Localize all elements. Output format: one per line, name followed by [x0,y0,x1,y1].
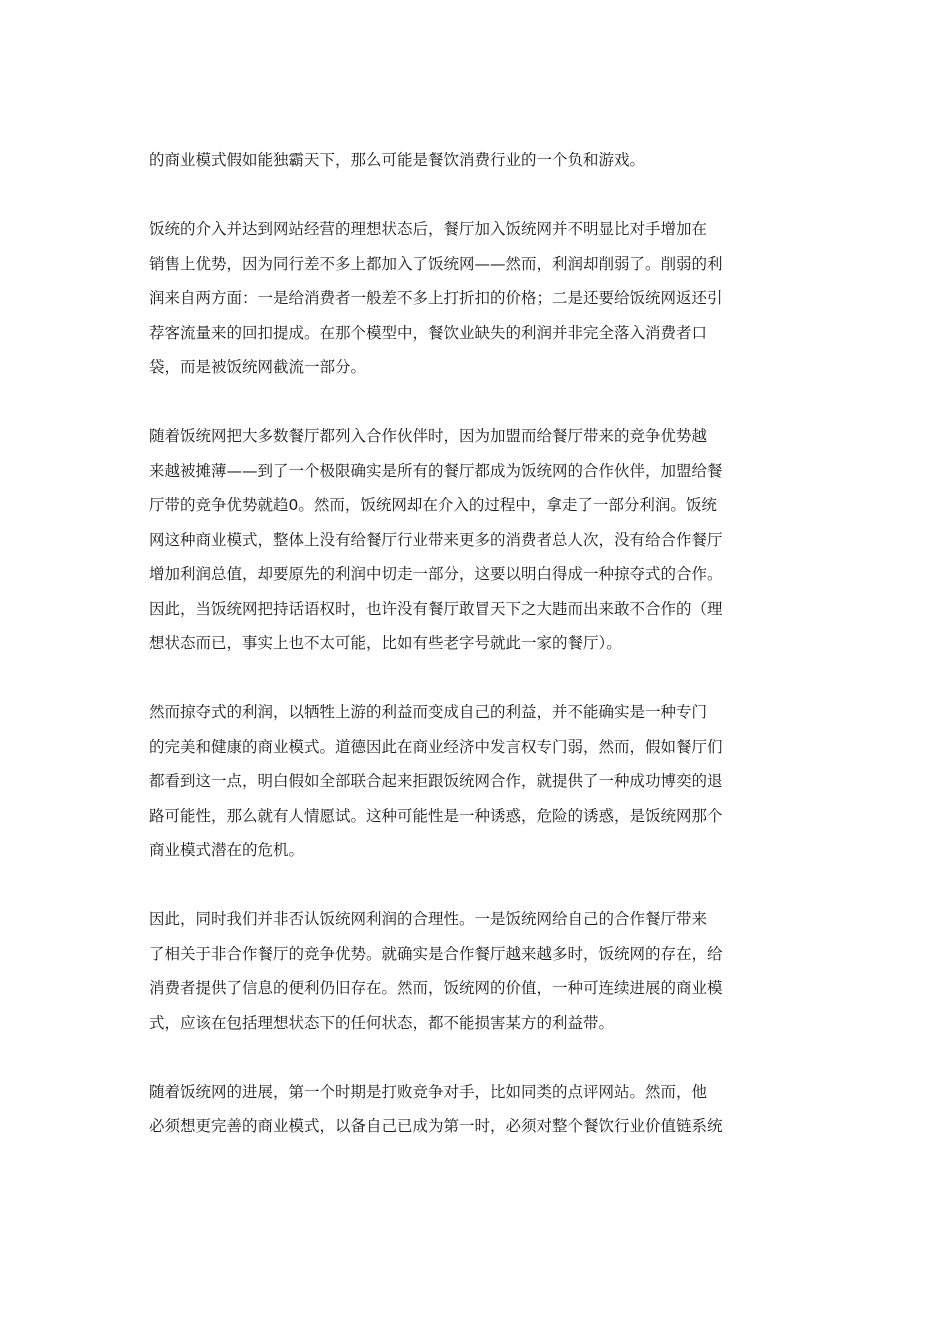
text-line: 的完美和健康的商业模式。道德因此在商业经济中发言权专门弱，然而，假如餐厅们 [149,737,723,756]
text-line: 饭统的介入并达到网站经营的理想状态后，餐厅加入饭统网并不明显比对手增加在 [149,220,708,238]
text-line: 因此，当饭统网把持话语权时，也许没有餐厅敢冒天下之大韪而出来敢不合作的（理 [149,599,723,618]
text-line: 式，应该在包括理想状态下的任何状态，都不能损害某方的利益带。 [149,1013,615,1032]
document-body [149,143,799,1144]
paragraph-gap [149,385,799,420]
paragraph-gap [149,1040,799,1075]
text-line: 销售上优势，因为同行差不多上都加入了饭统网——然而，利润却削弱了。削弱的利 [149,254,723,273]
text-line: 网这种商业模式，整体上没有给餐厅行业带来更多的消费者总人次，没有给合作餐厅 [149,530,723,549]
paragraph [149,212,799,385]
text-line: 消费者提供了信息的便利仍旧存在。然而，饭统网的价值，一种可连续进展的商业模 [149,979,723,997]
text-line: 了相关于非合作餐厅的竞争优势。就确实是合作餐厅越来越多时，饭统网的存在，给 [149,944,723,963]
text-line: 商业模式潜在的危机。 [149,841,305,859]
text-line: 想状态而已，事实上也不太可能，比如有些老字号就此一家的餐厅）。 [149,634,622,652]
text-line: 路可能性，那么就有人情愿试。这种可能性是一种诱惑，危险的诱惑，是饭统网那个 [149,806,723,825]
text-line: 都看到这一点，明白假如全部联合起来拒跟饭统网合作，就提供了一种成功博奕的退 [149,772,723,790]
paragraph [149,1075,799,1144]
paragraph-gap [149,661,799,696]
paragraph [149,143,799,178]
text-line: 润来自两方面：一是给消费者一般差不多上打折扣的价格；二是还要给饭统网返还引 [149,289,723,307]
paragraph [149,902,799,1040]
text-line: 因此，同时我们并非否认饭统网利润的合理性。一是饭统网给自己的合作餐厅带来 [149,910,708,928]
text-line: 的商业模式假如能独霸天下，那么可能是餐饮消费行业的一个负和游戏。 [149,151,646,169]
text-line: 随着饭统网把大多数餐厅都列入合作伙伴时，因为加盟而给餐厅带来的竞争优势越 [149,427,708,445]
text-line: 袋，而是被饭统网截流一部分。 [149,358,367,376]
paragraph-gap [149,868,799,903]
text-line: 随着饭统网的进展，第一个时期是打败竞争对手，比如同类的点评网站。然而，他 [149,1082,708,1101]
paragraph [149,695,799,868]
text-line: 然而掠夺式的利润，以牺牲上游的利益而变成自己的利益，并不能确实是一种专门 [149,703,708,721]
text-line: 荐客流量来的回扣提成。在那个模型中，餐饮业缺失的利润并非完全落入消费者口 [149,323,708,342]
paragraph [149,419,799,661]
paragraph-gap [149,178,799,213]
text-line: 来越被摊薄——到了一个极限确实是所有的餐厅都成为饭统网的合作伙伴，加盟给餐 [149,461,723,480]
text-line: 厅带的竞争优势就趋0。然而，饭统网却在介入的过程中，拿走了一部分利润。饭统 [149,496,717,514]
text-line: 增加利润总值，却要原先的利润中切走一部分，这要以明白得成一种掠夺式的合作。 [149,565,723,583]
text-line: 必须想更完善的商业模式，以备自己已成为第一时，必须对整个餐饮行业价值链系统 [149,1117,723,1135]
